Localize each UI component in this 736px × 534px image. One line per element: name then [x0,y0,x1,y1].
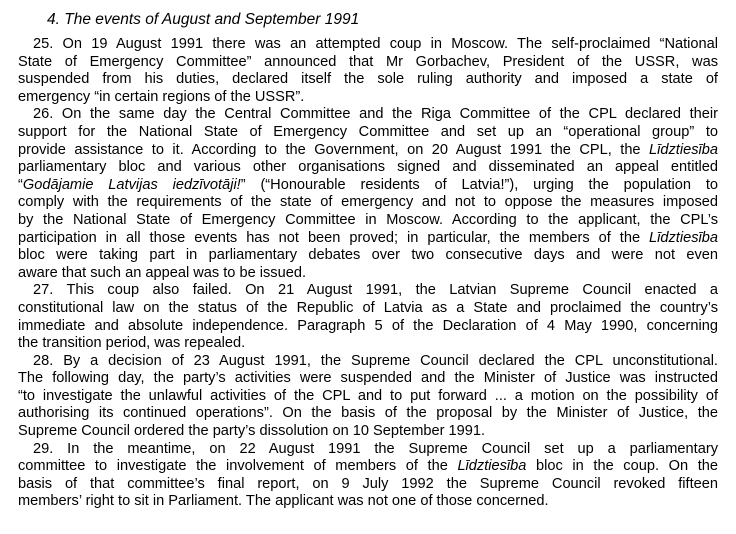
text-segment: aware that such an appeal was to be issued. [18,264,307,281]
text-segment: provide assistance to it. According to the Government, on 20 August 1991 the CPL, the [18,141,650,158]
paragraph-line [18,54,718,72]
paragraph-line [18,106,718,124]
paragraph-line [18,230,718,248]
text-segment: bloc were taking part in parliamentary debates over two consecutive days and were not even [18,247,718,264]
paragraph-line [18,493,718,511]
text-segment: 29. In the meantime, on 22 August 1991 the Supreme Council set up a parliamentary [33,440,718,457]
text-segment: 27. This coup also failed. On 21 August 1991, the Latvian Supreme Council enacted a [33,282,718,299]
text-segment: “to investigate the unlawful activities of the CPL and to put forward ... a motion on the possibility of [18,387,718,404]
text-segment: committee to investigate the involvement of members of the [18,458,458,475]
text-segment: comply with the requirements of the state of emergency and not to oppose the measures imposed [18,194,718,211]
paragraph-25 [18,36,718,106]
text-segment: by the National State of Emergency Committee in Moscow. According to the applicant, the CPL’s [18,211,718,228]
text-segment: basis of that committee’s final report, on 9 July 1992 the Supreme Council revoked fifteen [18,475,718,492]
paragraph-line [18,71,718,89]
paragraph-line [18,318,718,336]
paragraph-line [18,335,718,353]
paragraph-line [18,353,718,371]
paragraph-line [18,36,718,54]
text-segment: Supreme Council ordered the party’s dissolution on 10 September 1991. [18,423,486,440]
paragraph-line [18,282,718,300]
text-segment: emergency “in certain regions of the USSR”. [18,88,305,105]
text-segment: 26. On the same day the Central Committee and the Riga Committee of the CPL declared their [33,106,718,123]
paragraph-line [18,124,718,142]
paragraph-line [18,159,718,177]
paragraph-line [18,142,718,160]
text-segment: The following day, the party’s activities were suspended and the Minister of Justice was instructed [18,370,718,387]
text-segment: “ [18,176,23,193]
paragraph-line [18,441,718,459]
text-segment: immediate and absolute independence. Paragraph 5 of the Declaration of 4 May 1990, concerning [18,317,718,334]
paragraph-line [18,265,718,283]
text-segment: authorising its continued operations”. On the basis of the proposal by the Minister of Justice, the [18,405,718,422]
italic-text: Līdztiesība [457,458,527,475]
section-heading: 4. The events of August and September 1991 [47,11,360,28]
text-segment: ” (“Honourable residents of Latvia!”), urging the population to [240,176,718,193]
text-segment: suspended from his duties, declared itself the sole ruling authority and imposed a state of [18,71,718,88]
paragraph-line [18,247,718,265]
paragraph-line [18,370,718,388]
text-segment: support for the National State of Emergency Committee and set up an “operational group” to [18,123,718,140]
paragraph-line [18,177,718,195]
paragraph-line [18,194,718,212]
paragraph-line [18,476,718,494]
paragraph-line [18,388,718,406]
text-segment: participation in all those events has not been proved; in particular, the members of the [18,229,650,246]
paragraph-27 [18,282,718,352]
paragraph-29 [18,441,718,511]
italic-text: Godājamie Latvijas iedzīvotāji! [22,176,241,193]
paragraph-line [18,423,718,441]
paragraph-26 [18,106,718,282]
paragraph-28 [18,353,718,441]
text-segment: parliamentary bloc and various other organisations signed and disseminated an appeal entitled [18,159,718,176]
text-segment: 25. On 19 August 1991 there was an attempted coup in Moscow. The self-proclaimed “National [33,36,718,52]
paragraph-line [18,458,718,476]
text-segment: 28. By a decision of 23 August 1991, the Supreme Council declared the CPL unconstitutional. [33,352,718,369]
paragraph-line [18,212,718,230]
paragraph-line [18,300,718,318]
text-segment: constitutional law on the status of the Republic of Latvia as a State and proclaimed the country’s [18,299,718,316]
text-segment: bloc in the coup. On the [526,458,718,475]
paragraph-line [18,405,718,423]
text-segment: members’ right to sit in Parliament. The applicant was not one of those concerned. [18,493,549,510]
text-segment: the transition period, was repealed. [18,335,246,352]
text-segment: State of Emergency Committee” announced that Mr Gorbachev, President of the USSR, was [18,53,718,70]
italic-text: Līdztiesība [649,141,718,158]
italic-text: Līdztiesība [649,229,718,246]
paragraph-line [18,89,718,107]
document-body [18,36,718,511]
